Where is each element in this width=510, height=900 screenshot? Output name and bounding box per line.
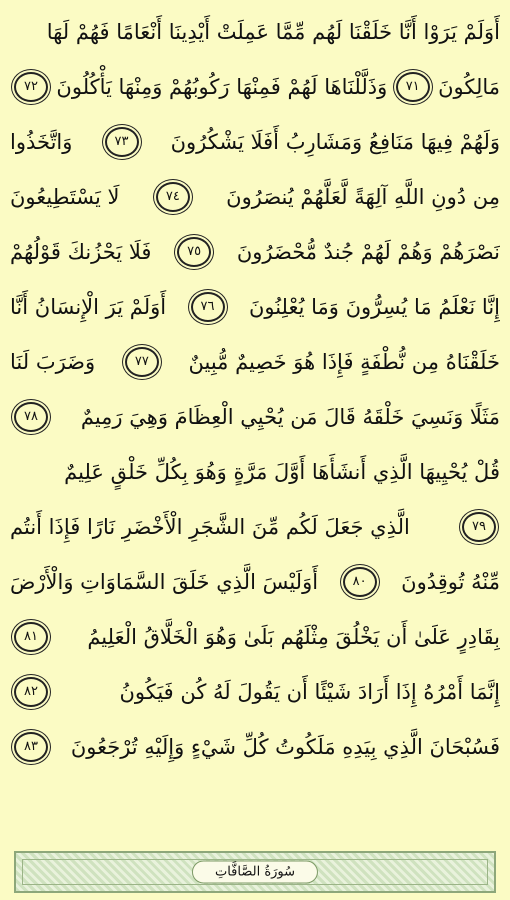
verse-line bbox=[10, 114, 500, 169]
verse-line bbox=[10, 499, 500, 554]
verse-text: إِنَّمَا أَمْرُهُ إِذَا أَرَادَ شَيْئًا أَن يَقُولَ لَهُ كُن فَيَكُونُ bbox=[119, 679, 500, 704]
verse-text: بِقَادِرٍ عَلَىٰ أَن يَخْلُقَ مِثْلَهُم بَلَىٰ وَهُوَ الْخَلَّاقُ الْعَلِيمُ bbox=[87, 624, 500, 649]
verse-text: نَصْرَهُمْ وَهُمْ لَهُمْ جُندٌ مُّحْضَرُونَ bbox=[236, 239, 500, 264]
verse-text: مَالِكُونَ bbox=[438, 74, 500, 99]
verse-text: فَسُبْحَانَ الَّذِي بِيَدِهِ مَلَكُوتُ كُلِّ شَيْءٍ وَإِلَيْهِ تُرْجَعُونَ bbox=[70, 734, 500, 759]
ayah-number-marker: ٧٣ bbox=[105, 127, 139, 157]
ayah-number-marker: ٨٣ bbox=[14, 732, 48, 762]
verse-line bbox=[10, 609, 500, 664]
verse-text: قُلْ يُحْيِيهَا الَّذِي أَنشَأَهَا أَوَّلَ مَرَّةٍ وَهُوَ بِكُلِّ خَلْقٍ عَلِيمٌ bbox=[64, 459, 500, 484]
verse-line bbox=[10, 59, 500, 114]
verse-text: لَا يَسْتَطِيعُونَ bbox=[10, 184, 120, 209]
verse-line bbox=[10, 334, 500, 389]
ayah-number-marker: ٧٨ bbox=[14, 402, 48, 432]
verse-text: وَذَلَّلْنَاهَا لَهُمْ فَمِنْهَا رَكُوبُهُمْ وَمِنْهَا يَأْكُلُونَ bbox=[56, 74, 388, 99]
verse-line bbox=[10, 554, 500, 609]
verse-line bbox=[10, 664, 500, 719]
ayah-number-marker: ٧٩ bbox=[462, 512, 496, 542]
verse-line bbox=[10, 444, 500, 499]
ayah-number-marker: ٧٦ bbox=[191, 292, 225, 322]
verse-text: الَّذِي جَعَلَ لَكُم مِّنَ الشَّجَرِ الْأَخْضَرِ نَارًا فَإِذَا أَنتُم bbox=[10, 514, 410, 539]
verse-line bbox=[10, 719, 500, 774]
verse-text: أَوَلَمْ يَرَوْا أَنَّا خَلَقْنَا لَهُم مِّمَّا عَمِلَتْ أَيْدِينَا أَنْعَامًا فَهُمْ لَهَا bbox=[46, 19, 500, 44]
ayah-number-marker: ٨٠ bbox=[343, 567, 377, 597]
verse-text: إِنَّا نَعْلَمُ مَا يُسِرُّونَ وَمَا يُعْلِنُونَ bbox=[248, 294, 500, 319]
surah-header-banner bbox=[14, 851, 496, 893]
verse-text: وَاتَّخَذُوا bbox=[10, 129, 73, 154]
verse-line bbox=[10, 389, 500, 444]
verse-text: مَثَلًا وَنَسِيَ خَلْقَهُ قَالَ مَن يُحْيِي الْعِظَامَ وَهِيَ رَمِيمٌ bbox=[80, 404, 500, 429]
verse-text: فَلَا يَحْزُنكَ قَوْلُهُمْ bbox=[10, 239, 152, 264]
ayah-number-marker: ٧٤ bbox=[156, 182, 190, 212]
verse-line bbox=[10, 279, 500, 334]
verse-text: أَوَلَيْسَ الَّذِي خَلَقَ السَّمَاوَاتِ وَالْأَرْضَ bbox=[10, 569, 319, 594]
ayah-number-marker: ٧٧ bbox=[125, 347, 159, 377]
verse-text: وَضَرَبَ لَنَا bbox=[10, 349, 96, 374]
ayah-number-marker: ٧٥ bbox=[177, 237, 211, 267]
verse-text: أَوَلَمْ يَرَ الْإِنسَانُ أَنَّا bbox=[10, 294, 167, 319]
verse-lines bbox=[10, 4, 500, 774]
verse-text: وَلَهُمْ فِيهَا مَنَافِعُ وَمَشَارِبُ أَفَلَا يَشْكُرُونَ bbox=[170, 129, 500, 154]
ayah-number-marker: ٧٢ bbox=[14, 72, 48, 102]
ayah-number-marker: ٨٢ bbox=[14, 677, 48, 707]
ayah-number-marker: ٨١ bbox=[14, 622, 48, 652]
ayah-number-marker: ٧١ bbox=[396, 72, 430, 102]
verse-line bbox=[10, 169, 500, 224]
verse-text: خَلَقْنَاهُ مِن نُّطْفَةٍ فَإِذَا هُوَ خَصِيمٌ مُّبِينٌ bbox=[188, 349, 500, 374]
surah-title: سُورَةُ الصَّافَّاتِ bbox=[192, 861, 318, 884]
verse-text: مِن دُونِ اللَّهِ آلِهَةً لَّعَلَّهُمْ يُنصَرُونَ bbox=[226, 184, 500, 209]
verse-line bbox=[10, 224, 500, 279]
verse-line bbox=[10, 4, 500, 59]
verse-text: مِّنْهُ تُوقِدُونَ bbox=[401, 569, 500, 594]
